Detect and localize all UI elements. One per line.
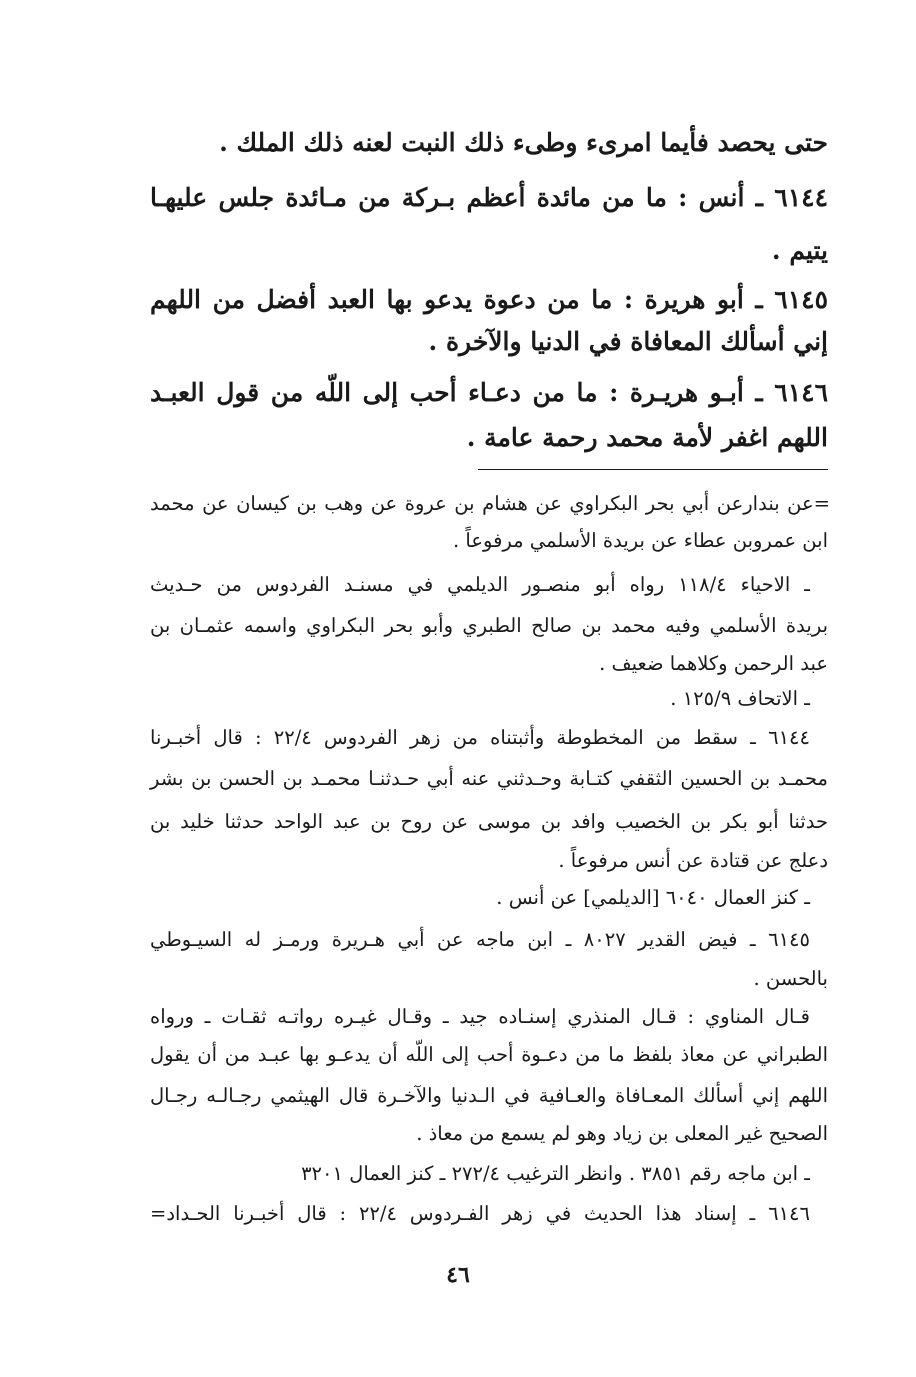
footnote-line: حدثنا أبو بكر بن الخصيب وافد بن موسى عن روح بن عبد الواحد حدثنا خليد بن (150, 810, 828, 833)
footnote-line: دعلج عن قتادة عن أنس مرفوعاً . (558, 849, 828, 872)
footnote-line: قـال المناوي : قـال المنذري إسنـاده جيد ـ وقـال غيـره رواتـه ثقـات ـ ورواه (150, 1005, 810, 1028)
main-text-line: يتيم . (771, 236, 828, 265)
main-text-line: إني أسألك المعافاة في الدنيا والآخرة . (428, 327, 828, 356)
hadith-6146-line: ٦١٤٦ ـ أبـو هريـرة : ما من دعـاء أحب إلى اللّه من قول العبـد (150, 378, 828, 407)
main-text-line: حتى يحصد فأيما امرىء وطىء ذلك النبت لعنه ذلك الملك . (219, 128, 828, 157)
footnote-line: ٦١٤٦ ـ إسناد هذا الحديث في زهر الفـردوس ٢٢/٤ : قال أخبـرنا الحـداد= (150, 1202, 810, 1225)
footnote-line: =عن بندارعن أبي بحر البكراوي عن هشام بن عروة عن وهب بن كيسان عن محمد (150, 492, 830, 515)
footnote-line: ـ الاحياء ١١٨/٤ رواه أبو منصـور الديلمي في مسنـد الفردوس من حـديث (150, 573, 810, 596)
footnote-line: ابن عمروبن عطاء عن بريدة الأسلمي مرفوعاً . (453, 529, 828, 552)
footnote-line: اللهم إني أسألك المعـافاة والعـافية في الـدنيا والآخـرة قال الهيثمي رجـالـه رجـال (150, 1084, 828, 1107)
footnote-line: الصحيح غير المعلى بن زياد وهو لم يسمع من معاذ . (416, 1122, 828, 1145)
footnote-line: بالحسن . (753, 967, 828, 990)
footnote-line: ـ الاتحاف ١٢٥/٩ . (670, 687, 810, 710)
footnote-line: ٦١٤٥ ـ فيض القدير ٨٠٢٧ ـ ابن ماجه عن أبي هـريرة ورمـز له السيـوطي (150, 928, 810, 951)
footnote-line: ـ ابن ماجه رقم ٣٨٥١ . وانظر الترغيب ٢٧٢/٤ ـ كنز العمال ٣٢٠١ (301, 1162, 810, 1185)
footnote-line: الطبراني عن معاذ بلفظ ما من دعـوة أحب إلى اللّه أن يدعـو بها عبـد من أن يقول (150, 1043, 828, 1066)
main-text-line: اللهم اغفر لأمة محمد رحمة عامة . (466, 423, 828, 452)
page-number: ٤٦ (446, 1262, 470, 1288)
footnote-line: عبد الرحمن وكلاهما ضعيف . (599, 652, 828, 675)
footnote-line: بريدة الأسلمي وفيه محمد بن صالح الطبري وأبو بحر البكراوي واسمه عثمـان بن (150, 614, 828, 637)
footnote-line: ـ كنز العمال ٦٠٤٠ [الديلمي] عن أنس . (496, 886, 810, 909)
hadith-6145-line: ٦١٤٥ ـ أبو هريرة : ما من دعوة يدعو بها العبد أفضل من اللهم (150, 285, 828, 314)
footnote-divider (478, 469, 828, 470)
footnote-line: ٦١٤٤ ـ سقط من المخطوطة وأثبتناه من زهر الفردوس ٢٢/٤ : قال أخبـرنا (150, 726, 810, 749)
footnote-line: محمـد بن الحسين الثقفي كتـابة وحـدثني عنه أبي حـدثنـا محمـد بن الحسن بن بشر (150, 767, 828, 790)
hadith-6144-line: ٦١٤٤ ـ أنس : ما من مائدة أعظم بـركة من مـائدة جلس عليهـا (150, 183, 828, 212)
